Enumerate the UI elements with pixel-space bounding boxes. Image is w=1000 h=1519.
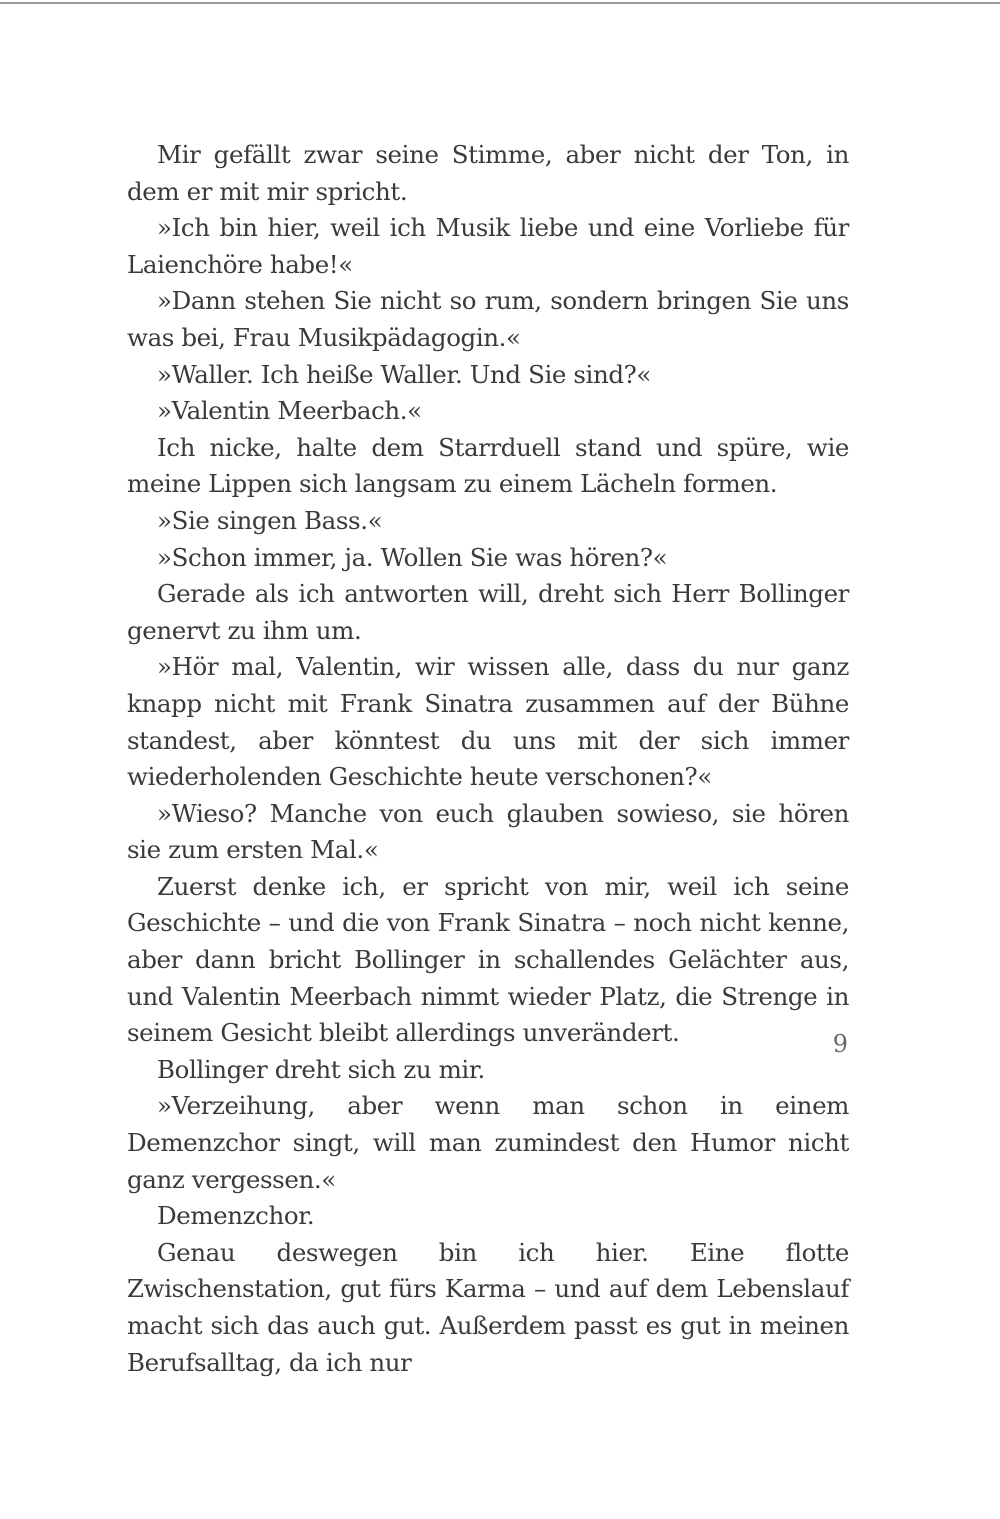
- paragraph: »Dann stehen Sie nicht so rum, sondern bringen Sie uns was bei, Frau Musikpädagogin.«: [127, 286, 849, 352]
- paragraph: Bollinger dreht sich zu mir.: [157, 1054, 485, 1084]
- paragraph: Ich nicke, halte dem Starrduell stand und spüre, wie meine Lippen sich langsam zu einem Lächeln formen.: [127, 432, 849, 499]
- paragraph: »Hör mal, Valentin, wir wissen alle, dass du nur ganz knapp nicht mit Frank Sinatra zusammen auf der Bühne standest, aber könntest du uns mit der sich immer wiederholenden Geschichte heute verschonen?«: [127, 652, 849, 792]
- paragraph: »Waller. Ich heiße Waller. Und Sie sind?«: [157, 359, 651, 389]
- paragraph: »Sie singen Bass.«: [157, 505, 383, 535]
- paragraph: »Schon immer, ja. Wollen Sie was hören?«: [157, 542, 668, 572]
- paragraph: »Wieso? Manche von euch glauben sowieso, sie hören sie zum ersten Mal.«: [127, 798, 849, 865]
- paragraph: Demenzchor.: [157, 1201, 315, 1231]
- paragraph: Genau deswegen bin ich hier. Eine flotte Zwischenstation, gut fürs Karma – und auf dem Lebenslauf macht sich das auch gut. Außerdem passt es gut in meinen Berufsalltag, da ich nur: [127, 1237, 849, 1377]
- paragraph: Mir gefällt zwar seine Stimme, aber nicht der Ton, in dem er mit mir spricht.: [127, 140, 849, 206]
- paragraph: »Valentin Meerbach.«: [157, 396, 422, 426]
- body-text: [127, 137, 849, 1381]
- paragraph: »Verzeihung, aber wenn man schon in einem Demenzchor singt, will man zumindest den Humor nicht ganz vergessen.«: [127, 1091, 849, 1194]
- top-border-line: [0, 2, 1000, 4]
- page-number: 9: [832, 1030, 848, 1058]
- paragraph: »Ich bin hier, weil ich Musik liebe und eine Vorliebe für Laienchöre habe!«: [127, 213, 849, 279]
- paragraph: Zuerst denke ich, er spricht von mir, weil ich seine Geschichte – und die von Frank Sinatra – noch nicht kenne, aber dann bricht Bollinger in schallendes Gelächter aus, und Valentin Meerbach nimmt wieder Platz, die Strenge in seinem Gesicht bleibt allerdings unverändert.: [127, 871, 849, 1048]
- paragraph: Gerade als ich antworten will, dreht sich Herr Bollinger genervt zu ihm um.: [127, 579, 849, 645]
